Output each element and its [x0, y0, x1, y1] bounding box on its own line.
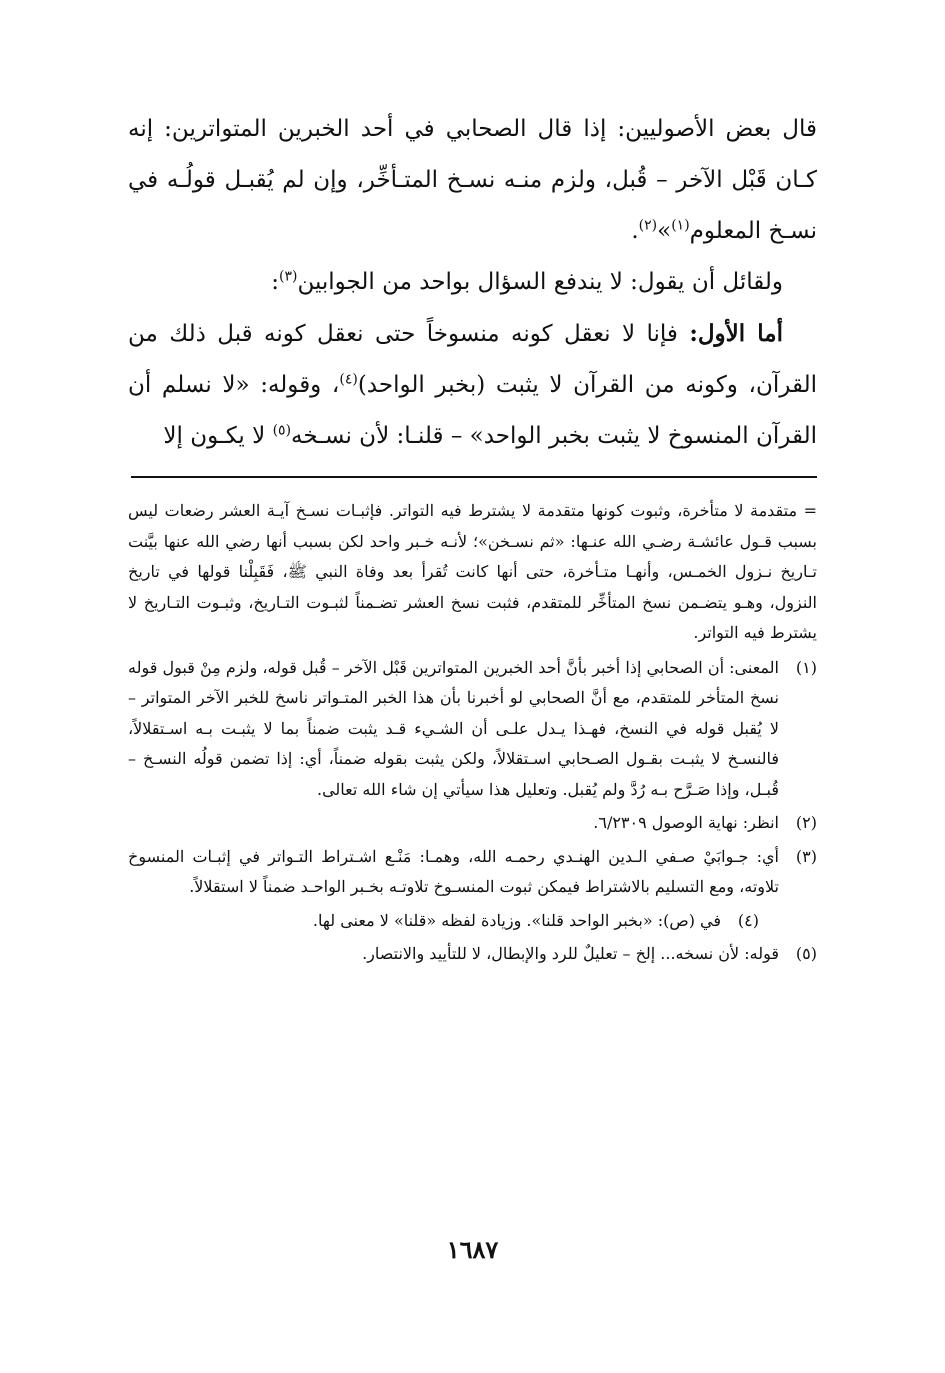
footnote-number: (٤) — [737, 910, 759, 930]
footnote-ref-4: (٤) — [339, 371, 358, 388]
paragraph-3: أما الأول: فإنا لا نعقل كونه منسوخاً حتى نعقل كونه قبل ذلك من القرآن، وكونه من القرآن لا يثبت (بخبر الواحد)$^{(٤)}$، وقوله: «لا نسلم أن القرآن المنسوخ لا يثبت بخبر الواحد» – قلنـا: لأن نسـخه$^{(٥)}$ لا يكـون إلا — [128, 320, 817, 449]
footnote-text: أي: جـوابَيْ صـفي الـدين الهنـدي رحمـه الله، وهمـا: مَنْـع اشـتراط التـواتر في إثبـات المنسوخ تلاوته، ومع التسليم بالاشتراط فيمكن ثبوت المنسـوخ تلاوتـه بخـبر الواحـد ضمناً لا استقلالاً. — [128, 846, 779, 896]
footnote-text: في (ص): «بخبر الواحد قلنا». وزيادة لفظه «قلنا» لا معنى لها. — [312, 910, 721, 930]
footnote-continuation: = متقدمة لا متأخرة، وثبوت كونها متقدمة لا يشترط فيه التواتر. فإثبـات نسـخ آيـة العشر رضعات ليس بسبب قـول عائشـة رضـي الله عنـها: «ثم نسـخن»؛ لأنـه خـبر واحد لكن بسبب أنها رضي الله عنها بيَّنت تـاريخ نـزول الخمـس، وأنهـا متـأخرة، حتى أنها كانت تُقرأ بعد وفاة النبي ﷺ، فَقَبِلْنا قولها في تاريخ النزول، وهـو يتضـمن نسخ المتأخِّر للمتقدم، فثبت نسخ العشر تضـمناً لثبـوت التـاريخ، وثبـوت التـاريخ لا يشترط فيه التواتر. — [128, 501, 817, 642]
footnote-ref-2: (٢) — [638, 217, 658, 234]
paragraph-2: ولقائل أن يقول: لا يندفع السؤال بواحد من الجوابين$^{(٣)}$: — [271, 268, 783, 295]
footnote-4 — [128, 906, 817, 937]
footnote-1 — [128, 653, 817, 806]
footnote-ref-3: (٣) — [278, 268, 298, 285]
footnote-number: (١) — [795, 657, 817, 677]
footnote-text: المعنى: أن الصحابي إذا أخبر بأنَّ أحد الخبرين المتواترين قَبْل الآخر – قُبل قوله، ولزم مِنْ قبول قوله نسخ المتأخر للمتقدم، مع أنَّ الصحابي لو أخبرنا بأن هذا الخبر المتـواتر ناسخ للخبر الآخر المتواتر – لا يُقبل قوله في النسخ، فهـذا يـدل علـى أن الشـيء قـد يثبت ضمناً بما لا يثبـت بـه اسـتقلالاً، فالنسـخ لا يثبـت بقـول الصـحابي اسـتقلالاً، ولكن يثبت بقوله ضمناً، أي: إذا تضمن قولُه النسـخ – قُبـل، وإذا صَـرَّح بـه رُدَّ ولم يُقبل. وتعليل هذا سيأتي إن شاء الله تعالى. — [128, 657, 779, 799]
footnote-text: قوله: لأن نسخه... إلخ – تعليلٌ للرد والإبطال، لا للتأييد والانتصار. — [362, 944, 779, 963]
footnote-2 — [128, 808, 817, 839]
footnote-separator — [131, 476, 817, 478]
footnote-number: (٣) — [795, 846, 817, 866]
footnote-5 — [128, 939, 817, 970]
footnote-number: (٢) — [795, 813, 817, 832]
main-text — [128, 104, 817, 462]
paragraph-1: قال بعض الأصوليين: إذا قال الصحابي في أحد الخبرين المتواترين: إنه كـان قَبْل الآخر – قُبل، ولزم منـه نسـخ المتـأخِّر، وإن لم يُقبـل قولُـه في نسـخ المعلوم$^{(١)}$»$^{(٢)}$. — [128, 116, 817, 244]
footnote-number: (٥) — [795, 944, 817, 963]
footnote-3 — [128, 842, 817, 903]
section-heading-first: أما الأول: — [689, 320, 783, 347]
footnote-text: انظر: نهاية الوصول ٦/٢٣٠٩. — [593, 813, 779, 832]
footnotes — [128, 496, 817, 970]
footnote-ref-5: (٥) — [272, 422, 292, 439]
page-number: ١٦٨٧ — [446, 1235, 499, 1264]
footnote-ref-1: (١) — [671, 217, 690, 234]
